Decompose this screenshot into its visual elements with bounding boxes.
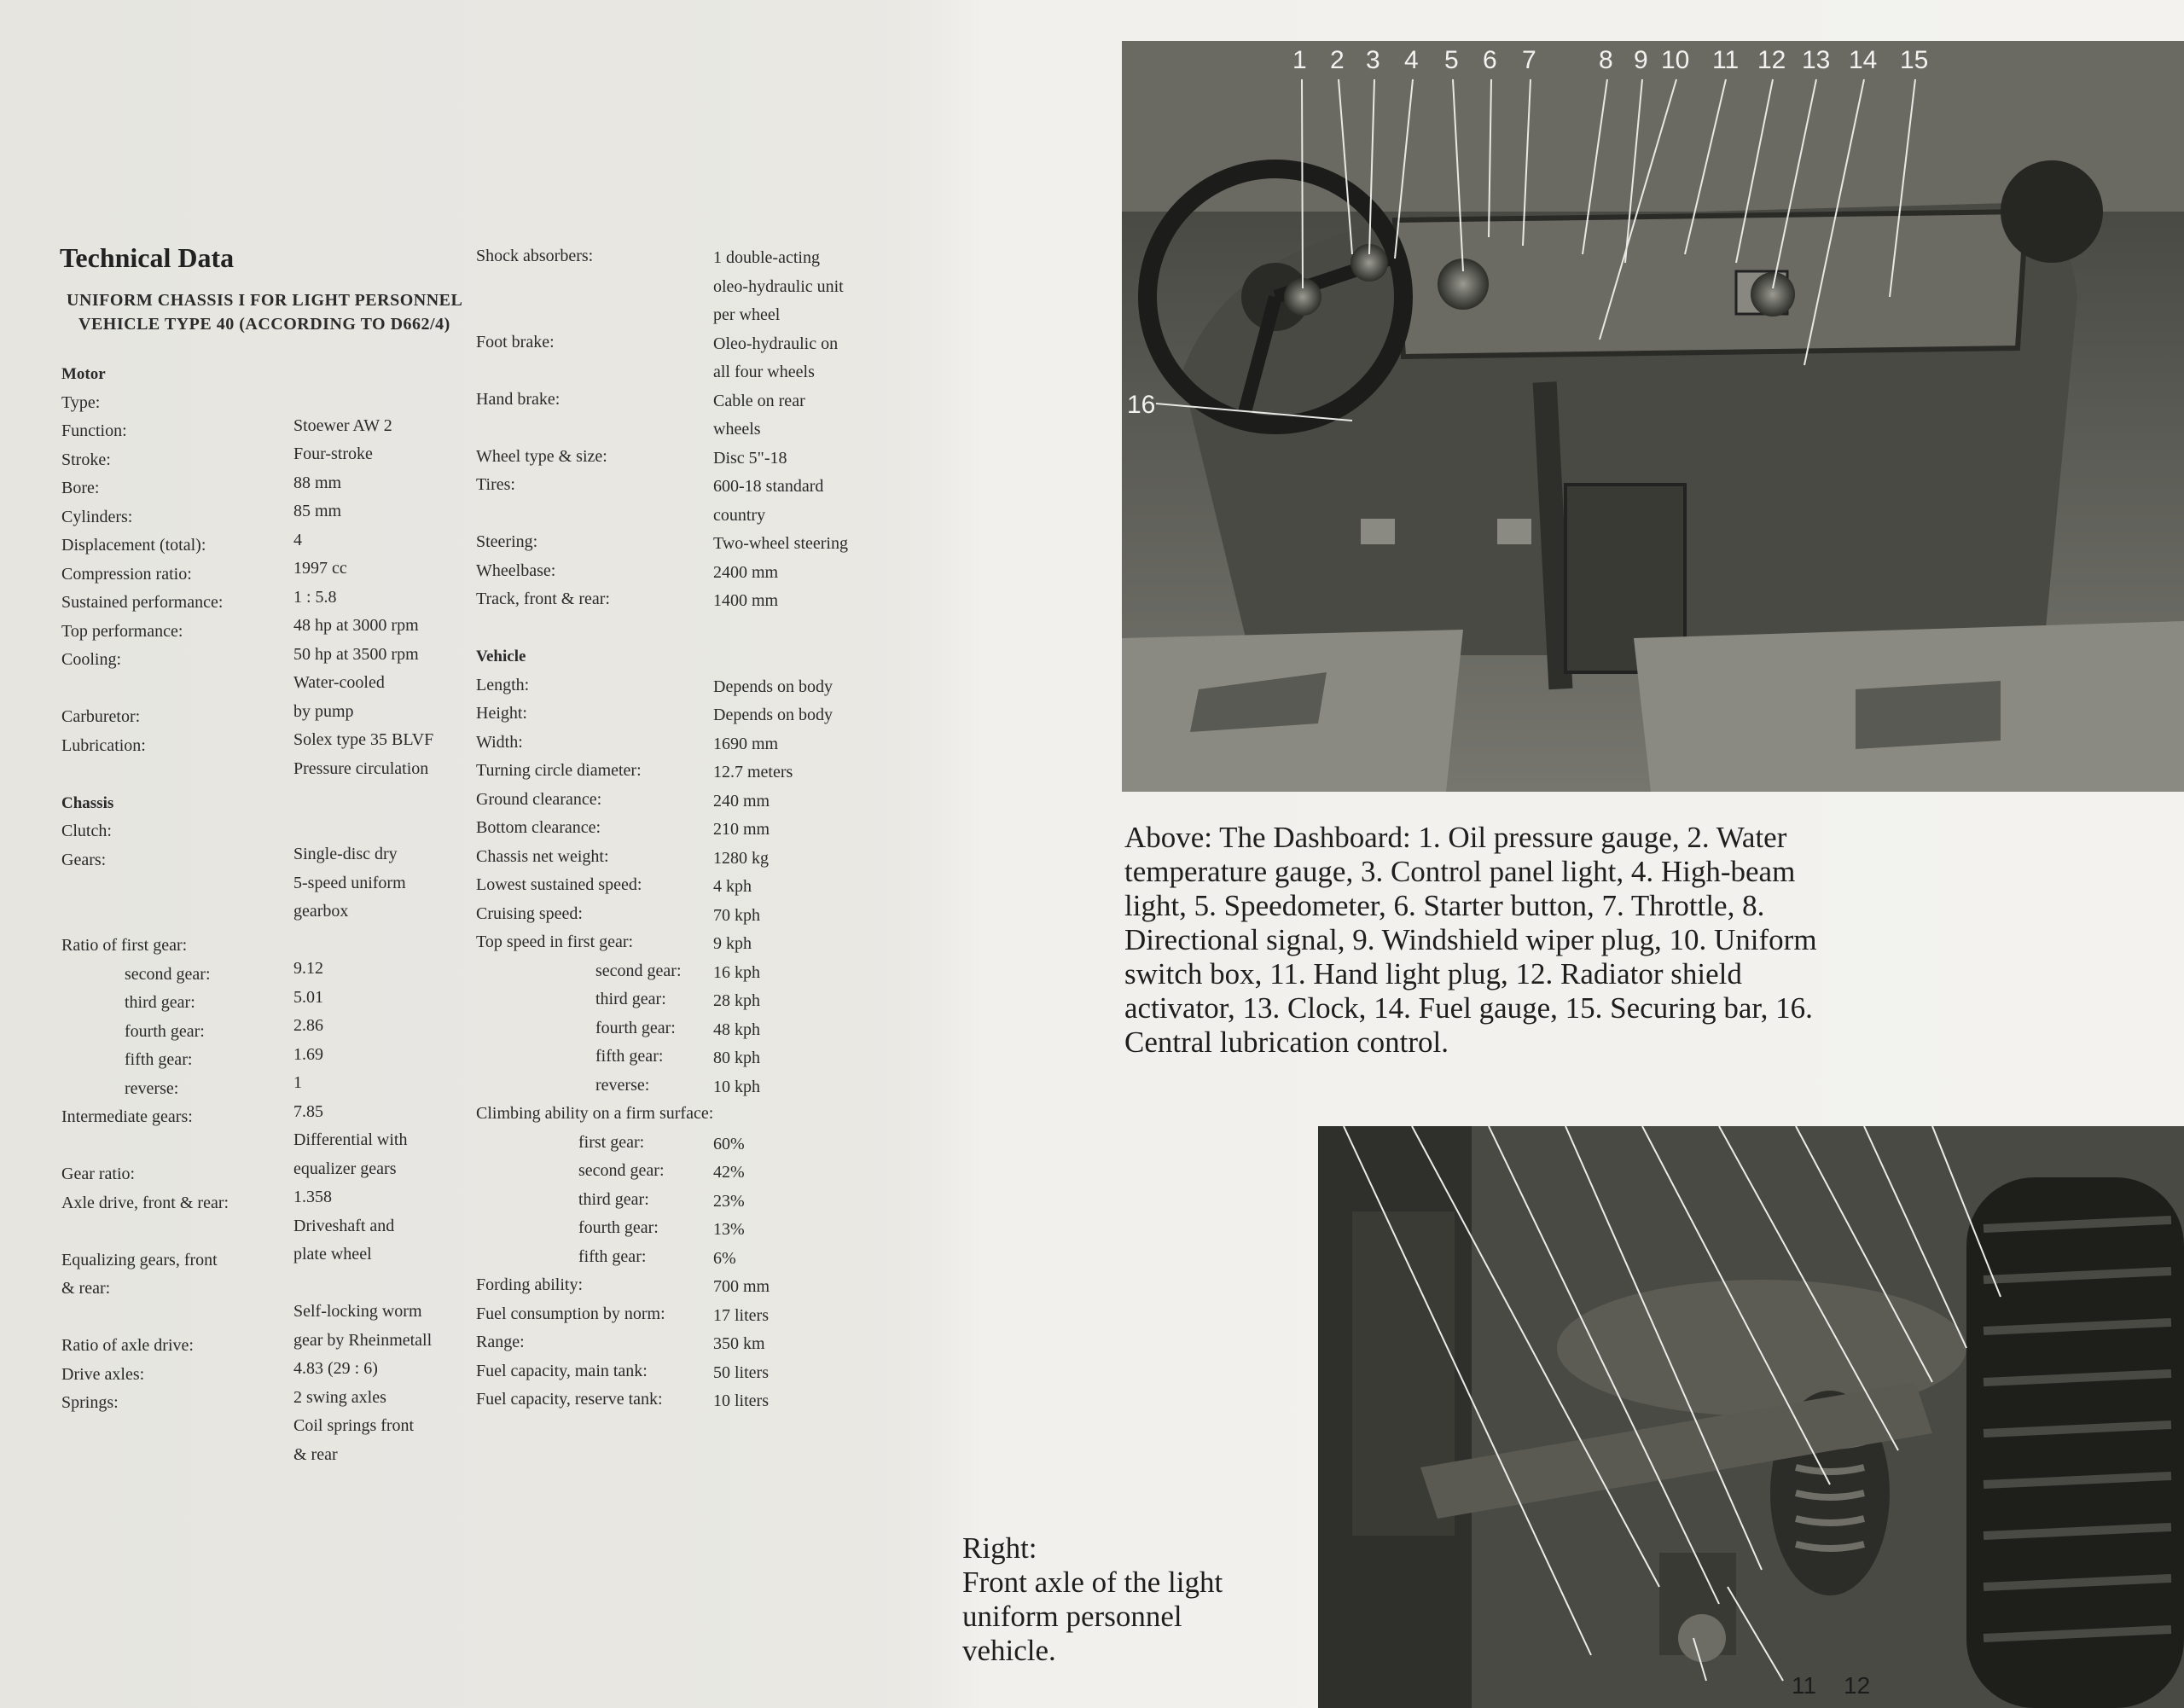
vehicle-value-15: Depends on body <box>713 677 833 696</box>
motor-chassis-value-9: 50 hp at 3500 rpm <box>293 644 419 664</box>
dashboard-caption-line-5: activator, 13. Clock, 14. Fuel gauge, 15. Securing bar, 16. <box>1124 991 1813 1025</box>
vehicle-label-1 <box>476 271 713 300</box>
motor-chassis-value-5: 4 <box>293 530 302 549</box>
motor-chassis-label-7: Compression ratio: <box>61 564 192 584</box>
motor-chassis-label-5: Cylinders: <box>61 507 133 526</box>
vehicle-value-19: 240 mm <box>713 791 770 810</box>
vehicle-value-17: 1690 mm <box>713 734 779 753</box>
motor-chassis-value-12: Solex type 35 BLVF <box>293 730 434 749</box>
dashboard-number-11: 11 <box>1712 46 1740 74</box>
motor-chassis-value-2: Four-stroke <box>293 444 373 463</box>
dashboard-number-1: 1 <box>1292 46 1307 74</box>
motor-chassis-value-34: 4.83 (29 : 6) <box>293 1359 378 1378</box>
motor-chassis-value-3: 88 mm <box>293 473 342 492</box>
motor-chassis-value-28: 1.358 <box>293 1188 332 1206</box>
vehicle-value-34: 13% <box>713 1220 745 1239</box>
motor-chassis-label-21: second gear: <box>125 964 211 984</box>
vehicle-value-23: 70 kph <box>713 905 760 925</box>
vehicle-value-21: 1280 kg <box>713 848 769 868</box>
motor-chassis-label-18 <box>61 874 229 903</box>
motor-chassis-label-32: & rear: <box>61 1279 111 1298</box>
vehicle-label-2 <box>476 299 713 328</box>
motor-chassis-value-27: equalizer gears <box>293 1159 397 1178</box>
dashboard-number-6: 6 <box>1483 46 1497 74</box>
vehicle-label-34: fourth gear: <box>578 1218 659 1237</box>
vehicle-label-30: Climbing ability on a firm surface: <box>476 1104 714 1123</box>
vehicle-value-31: 60% <box>713 1134 745 1153</box>
vehicle-label-17: Width: <box>476 732 523 752</box>
motor-chassis-label-19 <box>61 903 229 932</box>
dashboard-caption-line-3: Directional signal, 9. Windshield wiper plug, 10. Uniform <box>1124 923 1817 956</box>
motor-chassis-value-15 <box>293 811 433 840</box>
vehicle-label-26: third gear: <box>595 990 666 1008</box>
vehicle-value-24: 9 kph <box>713 934 752 953</box>
motor-chassis-label-16: Clutch: <box>61 822 112 840</box>
vehicle-labels <box>476 242 713 1415</box>
motor-chassis-value-14 <box>293 782 433 811</box>
dashboard-number-9: 9 <box>1634 46 1648 74</box>
vehicle-value-10: Two-wheel steering <box>713 534 848 553</box>
dashboard-caption-line-1: temperature gauge, 3. Control panel light, 4. High-beam <box>1124 855 1796 888</box>
vehicle-value-28: 80 kph <box>713 1049 760 1067</box>
vehicle-label-35: fifth gear: <box>578 1246 647 1266</box>
motor-chassis-value-32: Self-locking worm <box>293 1302 422 1321</box>
motor-chassis-value-13: Pressure circulation <box>293 758 429 778</box>
front-axle-illustration <box>1318 1126 2184 1708</box>
vehicle-value-30 <box>713 1101 848 1130</box>
vehicle-label-33: third gear: <box>578 1189 649 1209</box>
motor-chassis-label-25: reverse: <box>125 1078 179 1098</box>
motor-chassis-value-25: 7.85 <box>293 1101 323 1121</box>
vehicle-label-25: second gear: <box>595 961 682 980</box>
vehicle-value-4: all four wheels <box>713 363 815 381</box>
vehicle-label-40: Fuel capacity, reserve tank: <box>476 1390 663 1409</box>
vehicle-label-16: Height: <box>476 704 527 723</box>
dashboard-number-8: 8 <box>1599 46 1613 74</box>
motor-chassis-value-8: 48 hp at 3000 rpm <box>293 616 419 635</box>
vehicle-value-12: 1400 mm <box>713 591 779 610</box>
vehicle-value-35: 6% <box>713 1248 736 1268</box>
vehicle-value-32: 42% <box>713 1163 745 1182</box>
dashboard-caption-line-4: switch box, 11. Hand light plug, 12. Radiator shield <box>1124 957 1742 991</box>
motor-chassis-label-31: Equalizing gears, front <box>61 1250 218 1269</box>
motor-chassis-label-29: Axle drive, front & rear: <box>61 1193 229 1212</box>
vehicle-label-37: Fuel consumption by norm: <box>476 1304 665 1323</box>
motor-chassis-value-0 <box>293 382 433 411</box>
motor-chassis-values <box>293 382 433 1468</box>
vehicle-value-18: 12.7 meters <box>713 763 793 781</box>
motor-chassis-label-2: Function: <box>61 421 127 440</box>
dashboard-number-16: 16 <box>1127 391 1156 419</box>
vehicle-label-18: Turning circle diameter: <box>476 761 642 780</box>
motor-chassis-label-15: Chassis <box>61 793 114 812</box>
dashboard-number-5: 5 <box>1444 46 1459 74</box>
motor-chassis-value-6: 1997 cc <box>293 559 347 578</box>
vehicle-label-31: first gear: <box>578 1132 645 1152</box>
vehicle-label-13 <box>476 614 713 643</box>
dashboard-number-15: 15 <box>1900 46 1929 74</box>
vehicle-label-6 <box>476 414 713 443</box>
dashboard-illustration <box>1122 41 2184 792</box>
vehicle-value-27: 48 kph <box>713 1020 760 1039</box>
motor-chassis-value-20: 9.12 <box>293 959 323 978</box>
motor-chassis-label-20: Ratio of first gear: <box>61 936 188 955</box>
vehicle-label-12: Track, front & rear: <box>476 590 610 608</box>
vehicle-label-7: Wheel type & size: <box>476 446 607 466</box>
front-axle-caption <box>962 1531 1223 1668</box>
vehicle-values <box>713 244 848 1416</box>
dashboard-number-7: 7 <box>1522 46 1536 74</box>
motor-chassis-label-12: Carburetor: <box>61 707 141 726</box>
motor-chassis-label-33 <box>61 1304 229 1333</box>
vehicle-label-19: Ground clearance: <box>476 789 602 809</box>
vehicle-label-23: Cruising speed: <box>476 903 583 923</box>
motor-chassis-labels <box>61 360 229 1418</box>
vehicle-label-39: Fuel capacity, main tank: <box>476 1361 648 1380</box>
dashboard-caption-line-0: Above: The Dashboard: 1. Oil pressure gauge, 2. Water <box>1124 821 1787 854</box>
vehicle-label-0: Shock absorbers: <box>476 247 594 265</box>
motor-chassis-value-29: Driveshaft and <box>293 1216 395 1235</box>
subtitle-line-2: VEHICLE TYPE 40 (ACCORDING TO D662/4) <box>78 315 450 334</box>
dashboard-number-10: 10 <box>1661 46 1690 74</box>
dashboard-caption-line-6: Central lubrication control. <box>1124 1025 1449 1059</box>
vehicle-value-25: 16 kph <box>713 962 760 982</box>
motor-chassis-value-33: gear by Rheinmetall <box>293 1330 433 1350</box>
vehicle-value-5: Cable on rear <box>713 391 805 410</box>
motor-chassis-value-23: 1.69 <box>293 1044 323 1064</box>
front-axle-caption-line-1: Front axle of the light <box>962 1566 1223 1599</box>
motor-chassis-label-14 <box>61 760 229 789</box>
front-axle-photo <box>1318 1126 2184 1708</box>
motor-chassis-label-27 <box>61 1132 229 1161</box>
vehicle-label-15: Length: <box>476 675 530 694</box>
motor-chassis-value-10: Water-cooled <box>293 673 385 692</box>
motor-chassis-value-19 <box>293 926 433 955</box>
vehicle-label-20: Bottom clearance: <box>476 818 601 837</box>
motor-chassis-label-34: Ratio of axle drive: <box>61 1336 194 1355</box>
axle-number-11: 11 <box>1792 1672 1817 1699</box>
vehicle-value-26: 28 kph <box>713 991 760 1010</box>
vehicle-label-29: reverse: <box>595 1075 650 1095</box>
vehicle-value-9: country <box>713 505 766 525</box>
front-axle-caption-line-0: Right: <box>962 1531 1037 1565</box>
dashboard-caption <box>1124 821 1817 1060</box>
motor-chassis-value-21: 5.01 <box>293 987 323 1007</box>
motor-chassis-label-3: Stroke: <box>61 450 111 469</box>
vehicle-label-9 <box>476 500 713 529</box>
motor-chassis-value-11: by pump <box>293 701 354 721</box>
motor-chassis-label-1: Type: <box>61 392 101 412</box>
vehicle-value-22: 4 kph <box>713 877 752 896</box>
dashboard-number-4: 4 <box>1404 46 1419 74</box>
motor-chassis-label-13: Lubrication: <box>61 735 146 755</box>
vehicle-label-22: Lowest sustained speed: <box>476 875 642 894</box>
vehicle-value-16: Depends on body <box>713 706 833 724</box>
motor-chassis-label-0: Motor <box>61 365 106 383</box>
vehicle-label-38: Range: <box>476 1333 525 1351</box>
motor-chassis-label-22: third gear: <box>125 993 195 1012</box>
vehicle-value-36: 700 mm <box>713 1277 770 1296</box>
vehicle-value-40: 10 liters <box>713 1391 769 1410</box>
dashboard-number-12: 12 <box>1757 46 1786 74</box>
motor-chassis-value-26: Differential with <box>293 1130 408 1149</box>
dashboard-number-13: 13 <box>1802 46 1831 74</box>
motor-chassis-label-4: Bore: <box>61 479 100 497</box>
front-axle-caption-line-2: uniform personnel <box>962 1600 1182 1633</box>
motor-chassis-value-18: gearbox <box>293 902 349 921</box>
page-title: Technical Data <box>60 242 235 273</box>
vehicle-value-8: 600-18 standard <box>713 477 824 496</box>
vehicle-label-32: second gear: <box>578 1161 665 1180</box>
vehicle-label-21: Chassis net weight: <box>476 846 609 866</box>
vehicle-label-36: Fording ability: <box>476 1275 583 1294</box>
motor-chassis-label-9: Top performance: <box>61 621 183 641</box>
motor-chassis-value-24: 1 <box>293 1073 302 1092</box>
vehicle-value-39: 50 liters <box>713 1362 769 1382</box>
motor-chassis-label-23: fourth gear: <box>125 1021 205 1041</box>
motor-chassis-value-30: plate wheel <box>293 1245 372 1264</box>
motor-chassis-label-8: Sustained performance: <box>61 593 224 612</box>
subtitle-line-1: UNIFORM CHASSIS I FOR LIGHT PERSONNEL <box>67 291 463 310</box>
vehicle-value-3: Oleo-hydraulic on <box>713 334 839 353</box>
vehicle-value-38: 350 km <box>713 1334 765 1353</box>
vehicle-label-10: Steering: <box>476 532 538 551</box>
motor-chassis-value-1: Stoewer AW 2 <box>293 415 392 435</box>
dashboard-number-14: 14 <box>1849 46 1878 74</box>
motor-chassis-label-24: fifth gear: <box>125 1050 193 1069</box>
vehicle-value-0: 1 double-acting <box>713 248 820 267</box>
motor-chassis-value-16: Single-disc dry <box>293 845 398 863</box>
vehicle-label-11: Wheelbase: <box>476 561 556 580</box>
vehicle-value-14 <box>713 644 848 673</box>
vehicle-label-8: Tires: <box>476 475 515 494</box>
dashboard-number-3: 3 <box>1366 46 1380 74</box>
vehicle-value-13 <box>713 616 848 645</box>
motor-chassis-label-10: Cooling: <box>61 650 122 669</box>
vehicle-value-37: 17 liters <box>713 1305 769 1325</box>
motor-chassis-value-31 <box>293 1269 433 1298</box>
motor-chassis-label-11 <box>61 675 229 704</box>
vehicle-label-27: fourth gear: <box>595 1018 676 1037</box>
vehicle-label-4 <box>476 357 713 386</box>
vehicle-value-7: Disc 5"-18 <box>713 448 787 468</box>
front-axle-caption-line-3: vehicle. <box>962 1634 1056 1667</box>
motor-chassis-label-30 <box>61 1217 229 1246</box>
dashboard-caption-line-2: light, 5. Speedometer, 6. Starter button, 7. Throttle, 8. <box>1124 889 1765 922</box>
page-subtitle <box>67 288 462 336</box>
vehicle-label-24: Top speed in first gear: <box>476 932 634 951</box>
right-page <box>917 0 2184 1708</box>
vehicle-label-3: Foot brake: <box>476 332 555 351</box>
motor-chassis-value-22: 2.86 <box>293 1016 323 1035</box>
dashboard-number-2: 2 <box>1330 46 1345 74</box>
dashboard-photo <box>1122 41 2184 792</box>
motor-chassis-label-6: Displacement (total): <box>61 536 206 555</box>
axle-number-12: 12 <box>1844 1672 1871 1699</box>
motor-chassis-label-17: Gears: <box>61 850 107 869</box>
vehicle-label-28: fifth gear: <box>595 1047 664 1066</box>
vehicle-value-11: 2400 mm <box>713 562 779 582</box>
motor-chassis-label-28: Gear ratio: <box>61 1165 136 1183</box>
motor-chassis-value-37: & rear <box>293 1444 338 1464</box>
vehicle-value-1: oleo-hydraulic unit <box>713 276 844 296</box>
vehicle-value-6: wheels <box>713 420 761 439</box>
motor-chassis-label-36: Springs: <box>61 1393 119 1412</box>
motor-chassis-label-35: Drive axles: <box>61 1364 145 1384</box>
vehicle-label-14: Vehicle <box>476 648 526 665</box>
vehicle-label-5: Hand brake: <box>476 389 561 409</box>
vehicle-value-33: 23% <box>713 1191 745 1211</box>
vehicle-value-29: 10 kph <box>713 1077 760 1096</box>
motor-chassis-value-35: 2 swing axles <box>293 1387 386 1407</box>
vehicle-value-2: per wheel <box>713 305 781 324</box>
motor-chassis-value-4: 85 mm <box>293 502 342 520</box>
motor-chassis-label-26: Intermediate gears: <box>61 1107 193 1126</box>
vehicle-value-20: 210 mm <box>713 820 770 839</box>
motor-chassis-value-17: 5-speed uniform <box>293 873 406 892</box>
motor-chassis-value-7: 1 : 5.8 <box>293 587 337 607</box>
left-page <box>0 0 917 1708</box>
motor-chassis-value-36: Coil springs front <box>293 1416 415 1435</box>
